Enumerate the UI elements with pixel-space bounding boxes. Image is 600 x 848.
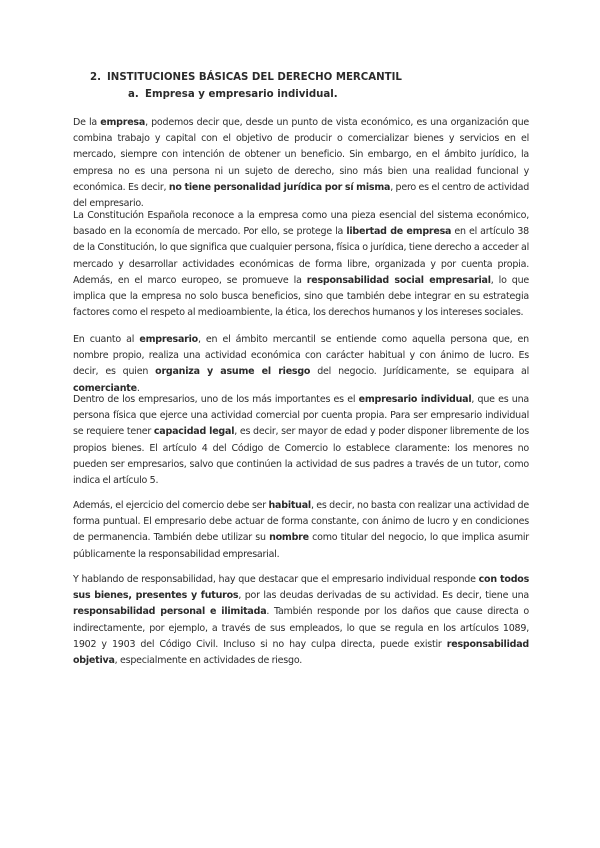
paragraph-5 — [73, 498, 529, 563]
bold-text: capacidad legal — [153, 426, 235, 438]
text-run: , por las deudas derivadas de su actividad. Es decir, tiene una — [238, 590, 529, 602]
text-run: Y hablando de responsabilidad, hay que destacar que el empresario individual responde — [73, 574, 479, 585]
bold-text: responsabilidad social empresarial — [306, 274, 491, 286]
bold-text: comerciante — [73, 382, 137, 394]
subsection-title: Empresa y empresario individual. — [145, 89, 338, 100]
bold-text: empresario — [139, 334, 198, 345]
bold-text: no tiene personalidad jurídica por sí misma — [168, 181, 391, 193]
bold-text: nombre — [269, 532, 309, 544]
text-run: , en el ámbito mercantil se entiende como aquella persona que, en nombre propio, realiza una actividad económica con carácter habitual y con ánimo de lucro. Es decir, es quien — [73, 334, 529, 378]
bold-text: responsabilidad objetiva — [73, 638, 529, 667]
bold-text: libertad de empresa — [346, 226, 452, 238]
text-run: . También responde por los daños que cause directa o indirectamente, por ejemplo, a través de sus empleados, lo que se regula en los artículos 1089, 1902 y 1903 del Código Civil. Incluso si no hay culpa directa, puede existir — [73, 606, 529, 650]
bold-text: empresa — [100, 117, 146, 128]
section-title: INSTITUCIONES BÁSICAS DEL DERECHO MERCANTIL — [107, 72, 402, 83]
text-run: , que es una persona física que ejerce una actividad comercial por cuenta propia. Para ser empresario individual se requiere tener — [73, 394, 530, 438]
bold-text: organiza y asume el riesgo — [155, 366, 311, 378]
text-run: En cuanto al — [73, 334, 140, 345]
text-run: , podemos decir que, desde un punto de vista económico, es una organización que combina trabajo y capital con el objetivo de producir o comercializar bienes y servicios en el mercado, siempre con intención de obtener un beneficio. Sin embargo, en el ámbito jurídico, la empresa no es una persona ni un sujeto de derecho, sino más bien una realidad funcional y económica. Es decir, — [73, 117, 529, 193]
text-run: en el artículo 38 de la Constitución, lo que significa que cualquier persona, física o jurídica, tiene derecho a acceder al mercado y desarrollar actividades económicas de forma libre, organizada y por cuenta propia. Además, en el marco europeo, se promueve la — [73, 226, 530, 286]
text-run: , especialmente en actividades de riesgo. — [114, 655, 303, 667]
text-run: Dentro de los empresarios, uno de los más importantes es el — [73, 394, 359, 405]
text-run: , es decir, ser mayor de edad y poder disponer libremente de los propios bienes. El artículo 4 del Código de Comercio lo establece claramente: los menores no pueden ser empresarios, salvo que continúen la actividad de sus padres a través de un tutor, como indica el artículo 5. — [73, 426, 529, 487]
text-run: La Constitución Española reconoce a la empresa como una pieza esencial del sistema económico, basado en la economía de mercado. Por ello, se protege la — [73, 210, 529, 238]
text-run: , lo que implica que la empresa no solo busca beneficios, sino que también debe integrar en su estrategia factores como el respeto al medioambiente, la ética, los derechos humanos y los intereses sociales. — [73, 274, 530, 319]
text-run: Además, el ejercicio del comercio debe ser — [73, 500, 269, 511]
paragraph-2 — [73, 208, 529, 321]
subsection-letter: a. — [128, 89, 139, 100]
bold-text: responsabilidad personal e ilimitada — [73, 606, 267, 618]
text-run: , pero es el centro de actividad del empresario. — [73, 181, 530, 210]
subsection-heading — [128, 89, 338, 100]
text-run: del negocio. Jurídicamente, se equipara al — [310, 366, 529, 378]
bold-text: habitual — [268, 500, 311, 511]
section-heading — [90, 72, 402, 83]
paragraph-3 — [73, 332, 529, 397]
text-run: como titular del negocio, lo que implica asumir públicamente la responsabilidad empresarial. — [73, 532, 529, 560]
text-run: . — [136, 382, 140, 394]
section-number: 2. — [90, 72, 101, 83]
text-run: , es decir, no basta con realizar una actividad de forma puntual. El empresario debe actuar de forma constante, con ánimo de lucro y en condiciones de permanencia. También debe utilizar su — [73, 500, 529, 544]
text-run: De la — [73, 117, 101, 128]
paragraph-1 — [73, 115, 529, 212]
paragraph-6 — [73, 572, 529, 669]
bold-text: con todos sus bienes, presentes y futuros — [73, 574, 530, 602]
paragraph-4 — [73, 392, 529, 489]
bold-text: empresario individual — [358, 394, 472, 405]
